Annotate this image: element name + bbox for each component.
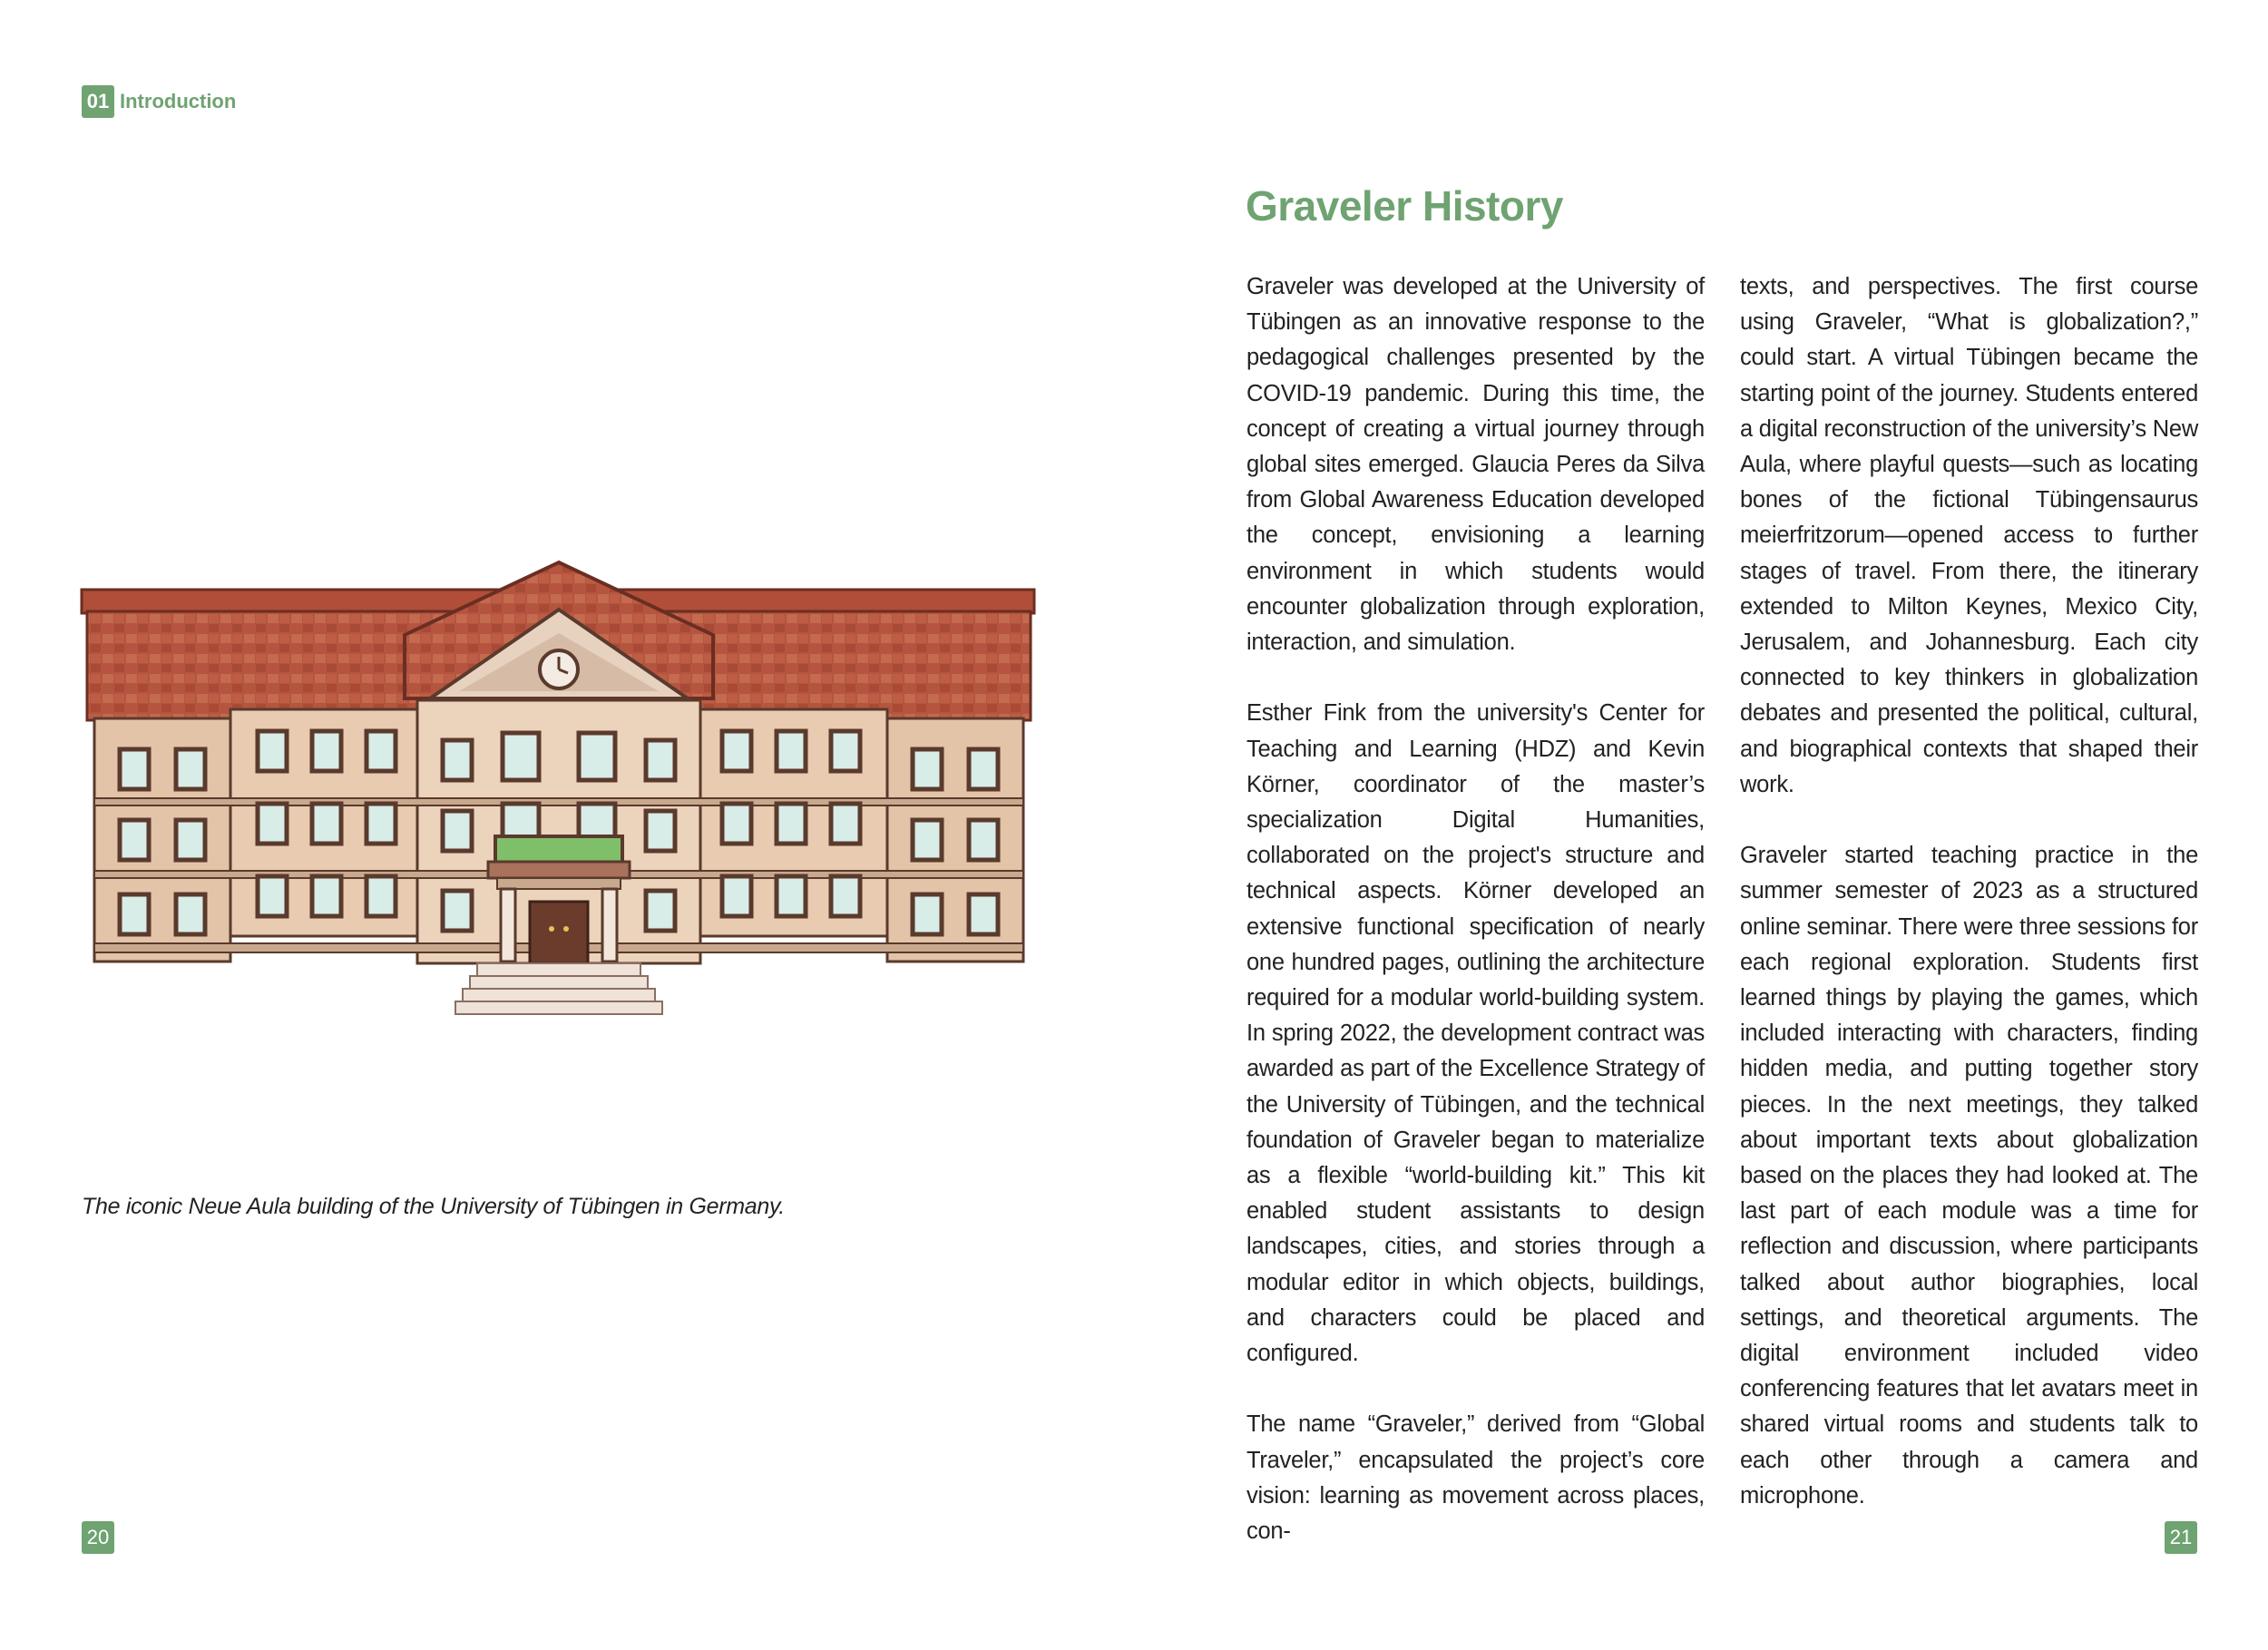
paragraph: Graveler was developed at the University of Tübingen as an innovative response to the pedagogical challenges presented by the COVID-19 pandemic. During this time, the concept of creating a virtual journey through global sites emerged. Glaucia Peres da Silva from Global Awareness Education developed the concept, envisioning a learning environment in which students would encounter globalization through exploration, interaction, and simulation. — [1246, 274, 1705, 656]
paragraph: The name “Graveler,” derived from “Global Traveler,” encapsulated the project’s core vision: learning as movement across places, con- — [1246, 1411, 1705, 1545]
page-title: Graveler History — [1246, 182, 1563, 229]
section-tag — [82, 85, 236, 118]
page-number-left: 20 — [82, 1521, 114, 1554]
neue-aula-illustration — [78, 553, 1040, 1043]
paragraph: Graveler started teaching practice in the summer semester of 2023 as a structured online seminar. There were three sessions for each regional exploration. Students first learned things by playing the games, which included interacting with characters, finding hidden media, and putting together story pieces. In the next meetings, they talked about important texts about globalization based on the places they had looked at. The last part of each module was a time for reflection and discussion, where participants talked about author biographies, local settings, and theoretical arguments. The digital environment included video conferencing features that let avatars meet in shared virtual rooms and students talk to each other through a camera and microphone. — [1740, 843, 2198, 1508]
figure-caption: The iconic Neue Aula building of the University of Tübingen in Germany. — [82, 1194, 785, 1219]
paragraph: texts, and perspectives. The first course using Graveler, “What is globalization?,” could start. A virtual Tübingen became the starting point of the journey. Students entered a digital reconstruction of the university’s New Aula, where playful quests—such as locating bones of the fictional Tübingensaurus meierfritzorum—opened access to further stages of travel. From there, the itinerary extended to Milton Keynes, Mexico City, Jerusalem, and Johannesburg. Each city connected to key thinkers in globalization debates and presented the political, cultural, and biographical contexts that shaped their work. — [1740, 274, 2198, 797]
paragraph: Esther Fink from the university's Center for Teaching and Learning (HDZ) and Kevin Körner, coordinator of the master’s specialization Digital Humanities, collaborated on the project's structure and technical aspects. Körner developed an extensive functional specification of nearly one hundred pages, outlining the architecture required for a modular world-building system. In spring 2022, the development contract was awarded as part of the Excellence Strategy of the University of Tübingen, and the technical foundation of Graveler began to materialize as a flexible “world-building kit.” This kit enabled student assistants to design landscapes, cities, and stories through a modular editor in which objects, buildings, and characters could be placed and configured. — [1246, 700, 1705, 1367]
text-column-right — [1740, 269, 2198, 1549]
section-label: Introduction — [120, 90, 237, 112]
section-number: 01 — [82, 85, 114, 118]
text-column-left — [1246, 269, 1705, 1585]
page-number-right: 21 — [2165, 1521, 2197, 1554]
